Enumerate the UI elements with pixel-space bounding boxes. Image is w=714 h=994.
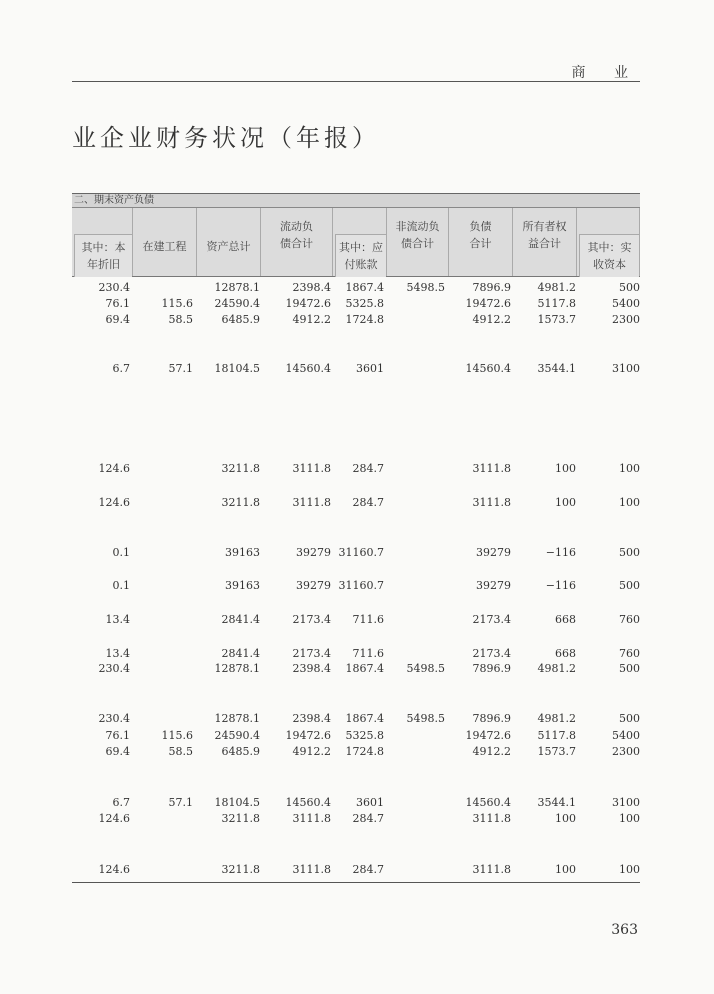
table-row: [72, 712, 640, 726]
table-cell: 31160.7: [338, 579, 384, 592]
table-cell: 3111.8: [292, 812, 331, 825]
column-header-label: 所有者权 益合计: [522, 220, 567, 250]
table-row: [72, 729, 640, 743]
table-cell: 0.1: [112, 579, 130, 592]
table-cell: 39279: [476, 546, 511, 559]
table-cell: 13.4: [105, 613, 130, 626]
table-cell: 124.6: [98, 863, 130, 876]
table-cell: 500: [619, 712, 640, 725]
table-cell: 124.6: [98, 462, 130, 475]
table-cell: 12878.1: [214, 662, 260, 675]
table-row: [72, 313, 640, 327]
table-cell: 5117.8: [537, 729, 576, 742]
table-cell: 100: [555, 812, 576, 825]
table-cell: 5325.8: [345, 729, 384, 742]
column-header-label: 其中：应 付账款: [339, 241, 383, 271]
table-cell: 2173.4: [472, 647, 511, 660]
table-cell: 0.1: [112, 546, 130, 559]
table-cell: 500: [619, 662, 640, 675]
table-cell: 5325.8: [345, 297, 384, 310]
column-header-label: 流动负 债合计: [280, 220, 313, 250]
table-cell: 3100: [612, 362, 640, 375]
table-cell: 500: [619, 281, 640, 294]
table-cell: 19472.6: [285, 297, 331, 310]
page-title: 业企业财务状况（年报）: [72, 124, 380, 152]
table-cell: 3111.8: [292, 496, 331, 509]
table-row: [72, 579, 640, 593]
table-cell: 668: [555, 613, 576, 626]
table-cell: 5498.5: [406, 712, 445, 725]
table-cell: 76.1: [105, 729, 130, 742]
table-cell: 115.6: [161, 297, 193, 310]
table-cell: 100: [555, 496, 576, 509]
table-cell: 711.6: [352, 613, 384, 626]
table-cell: 1867.4: [345, 662, 384, 675]
table-cell: 5400: [612, 729, 640, 742]
table-cell: 18104.5: [214, 796, 260, 809]
table-cell: 4981.2: [537, 712, 576, 725]
table-cell: 5498.5: [406, 281, 445, 294]
table-cell: 230.4: [98, 662, 130, 675]
column-header: [333, 208, 387, 276]
table-cell: 19472.6: [465, 297, 511, 310]
table-cell: 2173.4: [292, 613, 331, 626]
table-cell: 3601: [356, 796, 384, 809]
table-cell: 5400: [612, 297, 640, 310]
table-cell: 230.4: [98, 712, 130, 725]
table-row: [72, 662, 640, 676]
column-header-label: 非流动负 债合计: [395, 220, 440, 250]
table-cell: 1724.8: [345, 745, 384, 758]
section-header-label: 商 业: [571, 65, 640, 81]
table-cell: 76.1: [105, 297, 130, 310]
table-cell: 100: [555, 462, 576, 475]
table-cell: 14560.4: [285, 796, 331, 809]
table-cell: 5117.8: [537, 297, 576, 310]
table-row: [72, 462, 640, 476]
table-cell: 7896.9: [472, 281, 511, 294]
table-cell: 3601: [356, 362, 384, 375]
table-cell: 4912.2: [292, 313, 331, 326]
column-header-label: 在建工程: [142, 240, 187, 253]
table-cell: 3111.8: [472, 863, 511, 876]
table-row: [72, 745, 640, 759]
column-header: [261, 208, 333, 276]
table-cell: 1573.7: [537, 313, 576, 326]
table-cell: 6485.9: [221, 313, 260, 326]
table-cell: 1867.4: [345, 712, 384, 725]
table-row: [72, 647, 640, 661]
table-cell: 100: [619, 863, 640, 876]
table-cell: 13.4: [105, 647, 130, 660]
table-cell: 12878.1: [214, 712, 260, 725]
table-cell: 760: [619, 647, 640, 660]
column-header: [133, 208, 197, 276]
table-header: [72, 207, 640, 277]
table-cell: 500: [619, 546, 640, 559]
table-cell: 2398.4: [292, 281, 331, 294]
column-header-label: 其中：实 收资本: [587, 241, 632, 271]
table-cell: 3544.1: [537, 362, 576, 375]
table-cell: 39163: [225, 546, 260, 559]
table-cell: 14560.4: [465, 796, 511, 809]
table-row: [72, 613, 640, 627]
table-cell: 31160.7: [338, 546, 384, 559]
table-cell: 3211.8: [221, 812, 260, 825]
table-cell: 4981.2: [537, 662, 576, 675]
table-cell: 2398.4: [292, 662, 331, 675]
column-header: [577, 208, 640, 276]
table-cell: 2173.4: [292, 647, 331, 660]
table-cell: 3111.8: [292, 462, 331, 475]
table-cell: 284.7: [352, 812, 384, 825]
table-cell: 39279: [476, 579, 511, 592]
table-cell: 2841.4: [221, 647, 260, 660]
table-row: [72, 812, 640, 826]
table-cell: 12878.1: [214, 281, 260, 294]
table-row: [72, 546, 640, 560]
table-row: [72, 496, 640, 510]
table-cell: 58.5: [168, 313, 193, 326]
table-cell: −116: [545, 546, 576, 559]
table-cell: 7896.9: [472, 662, 511, 675]
table-cell: 3211.8: [221, 496, 260, 509]
table-cell: 2841.4: [221, 613, 260, 626]
column-header: [513, 208, 577, 276]
table-cell: 124.6: [98, 496, 130, 509]
table-row: [72, 362, 640, 376]
table-cell: 3111.8: [472, 496, 511, 509]
section-bar: 二、期末资产负债: [72, 193, 640, 207]
table-cell: 7896.9: [472, 712, 511, 725]
table-cell: 4912.2: [292, 745, 331, 758]
table-cell: 100: [619, 496, 640, 509]
table-cell: 4912.2: [472, 313, 511, 326]
header-rule: [72, 81, 640, 82]
table-cell: 3211.8: [221, 462, 260, 475]
column-header: [449, 208, 513, 276]
table-cell: 58.5: [168, 745, 193, 758]
table-cell: 69.4: [105, 313, 130, 326]
table-cell: 668: [555, 647, 576, 660]
table-cell: 2398.4: [292, 712, 331, 725]
table-cell: 19472.6: [285, 729, 331, 742]
table-cell: 284.7: [352, 496, 384, 509]
table-cell: 57.1: [168, 362, 193, 375]
table-cell: 284.7: [352, 462, 384, 475]
table-cell: 18104.5: [214, 362, 260, 375]
page-number: 363: [611, 922, 638, 938]
table-cell: 100: [619, 812, 640, 825]
table-cell: 19472.6: [465, 729, 511, 742]
table-cell: 14560.4: [285, 362, 331, 375]
table-cell: −116: [545, 579, 576, 592]
table-row: [72, 863, 640, 877]
table-cell: 3111.8: [292, 863, 331, 876]
column-header-label: 资产总计: [206, 240, 251, 253]
table-cell: 100: [619, 462, 640, 475]
table-cell: 1724.8: [345, 313, 384, 326]
table-cell: 115.6: [161, 729, 193, 742]
table-cell: 24590.4: [214, 729, 260, 742]
column-header-label: 负债 合计: [469, 220, 492, 250]
column-header-label: 其中：本 年折旧: [81, 241, 126, 271]
table-cell: 3544.1: [537, 796, 576, 809]
table-cell: 3211.8: [221, 863, 260, 876]
table-cell: 2173.4: [472, 613, 511, 626]
table-cell: 6.7: [112, 362, 130, 375]
table-cell: 6.7: [112, 796, 130, 809]
table-cell: 230.4: [98, 281, 130, 294]
table-cell: 39279: [296, 546, 331, 559]
table-cell: 1573.7: [537, 745, 576, 758]
table-cell: 284.7: [352, 863, 384, 876]
table-cell: 760: [619, 613, 640, 626]
table-cell: 57.1: [168, 796, 193, 809]
table-cell: 2300: [612, 745, 640, 758]
table-row: [72, 281, 640, 295]
table-cell: 5498.5: [406, 662, 445, 675]
table-row: [72, 796, 640, 810]
table-cell: 6485.9: [221, 745, 260, 758]
table-cell: 4981.2: [537, 281, 576, 294]
table-cell: 711.6: [352, 647, 384, 660]
table-cell: 1867.4: [345, 281, 384, 294]
table-cell: 4912.2: [472, 745, 511, 758]
column-header: [72, 208, 133, 276]
table-cell: 100: [555, 863, 576, 876]
column-header: [197, 208, 261, 276]
table-cell: 124.6: [98, 812, 130, 825]
table-row: [72, 297, 640, 311]
table-cell: 3111.8: [472, 812, 511, 825]
table-cell: 3111.8: [472, 462, 511, 475]
table-cell: 2300: [612, 313, 640, 326]
table-cell: 39279: [296, 579, 331, 592]
column-header: [387, 208, 449, 276]
table-cell: 24590.4: [214, 297, 260, 310]
bottom-rule: [72, 882, 640, 883]
table-cell: 39163: [225, 579, 260, 592]
table-cell: 3100: [612, 796, 640, 809]
table-cell: 14560.4: [465, 362, 511, 375]
table-cell: 500: [619, 579, 640, 592]
table-cell: 69.4: [105, 745, 130, 758]
